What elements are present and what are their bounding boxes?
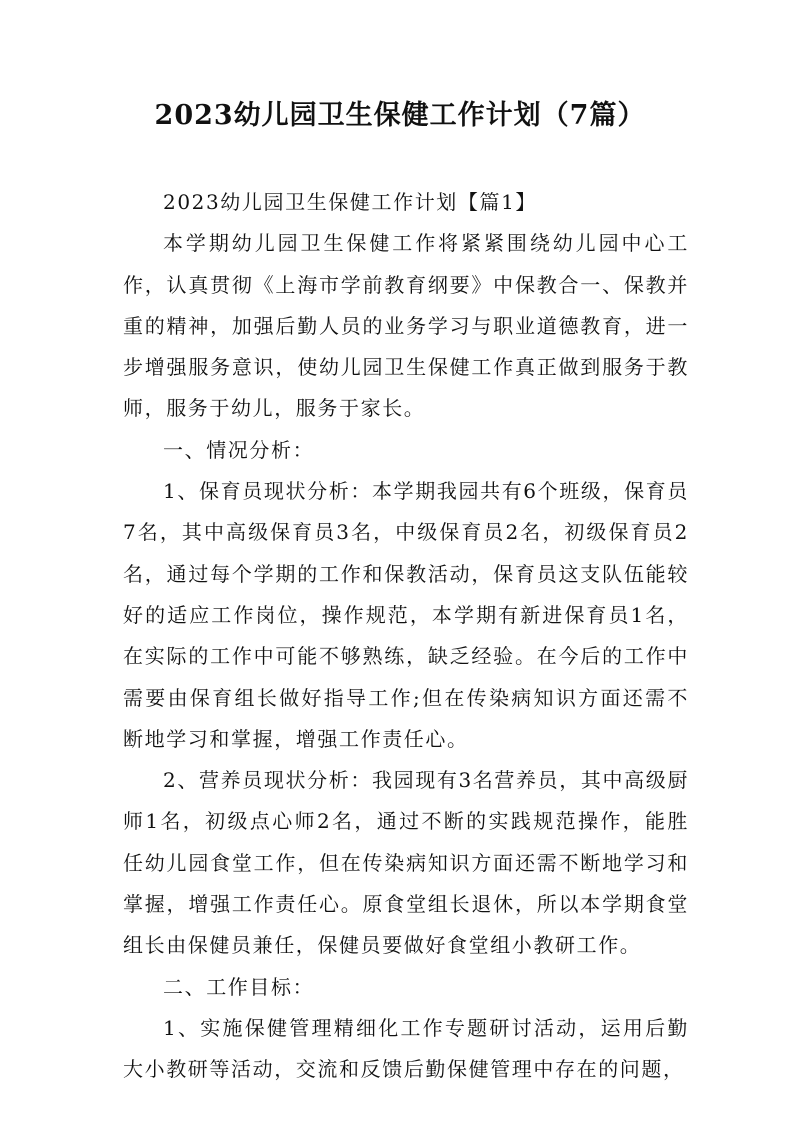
nursery-staff-analysis-paragraph: 1、保育员现状分析：本学期我园共有6个班级，保育员7名，其中高级保育员3名，中级保育员2名，初级保育员2名，通过每个学期的工作和保教活动，保育员这支队伍能较好的适应工作岗位，操作规范，本学期有新进保育员1名，在实际的工作中可能不够熟练，缺乏经验。在今后的工作中需要由保育组长做好指导工作;但在传染病知识方面还需不断地学习和掌握，增强工作责任心。 xyxy=(123,479,689,751)
intro-paragraph: 本学期幼儿园卫生保健工作将紧紧围绕幼儿园中心工作，认真贯彻《上海市学前教育纲要》中保教合一、保教并重的精神，加强后勤人员的业务学习与职业道德教育，进一步增强服务意识，使幼儿园卫生保健工作真正做到服务于教师，服务于幼儿，服务于家长。 xyxy=(123,231,689,421)
section-heading-situation-analysis: 一、情况分析： xyxy=(163,437,315,462)
goal-1-paragraph: 1、实施保健管理精细化工作专题研讨活动，运用后勤大小教研等活动，交流和反馈后勤保健管理中存在的问题， xyxy=(123,1015,689,1082)
section-subtitle: 2023幼儿园卫生保健工作计划【篇1】 xyxy=(163,190,538,214)
nutrition-staff-analysis-paragraph: 2、营养员现状分析：我园现有3名营养员，其中高级厨师1名，初级点心师2名，通过不断的实践规范操作，能胜任幼儿园食堂工作，但在传染病知识方面还需不断地学习和掌握，增强工作责任心。原食堂组长退休，所以本学期食堂组长由保健员兼任，保健员要做好食堂组小教研工作。 xyxy=(123,768,689,958)
document-body xyxy=(123,182,689,1091)
section-heading-work-goals: 二、工作目标： xyxy=(163,974,315,999)
document-title: 2023幼儿园卫生保健工作计划（7篇） xyxy=(154,100,646,131)
